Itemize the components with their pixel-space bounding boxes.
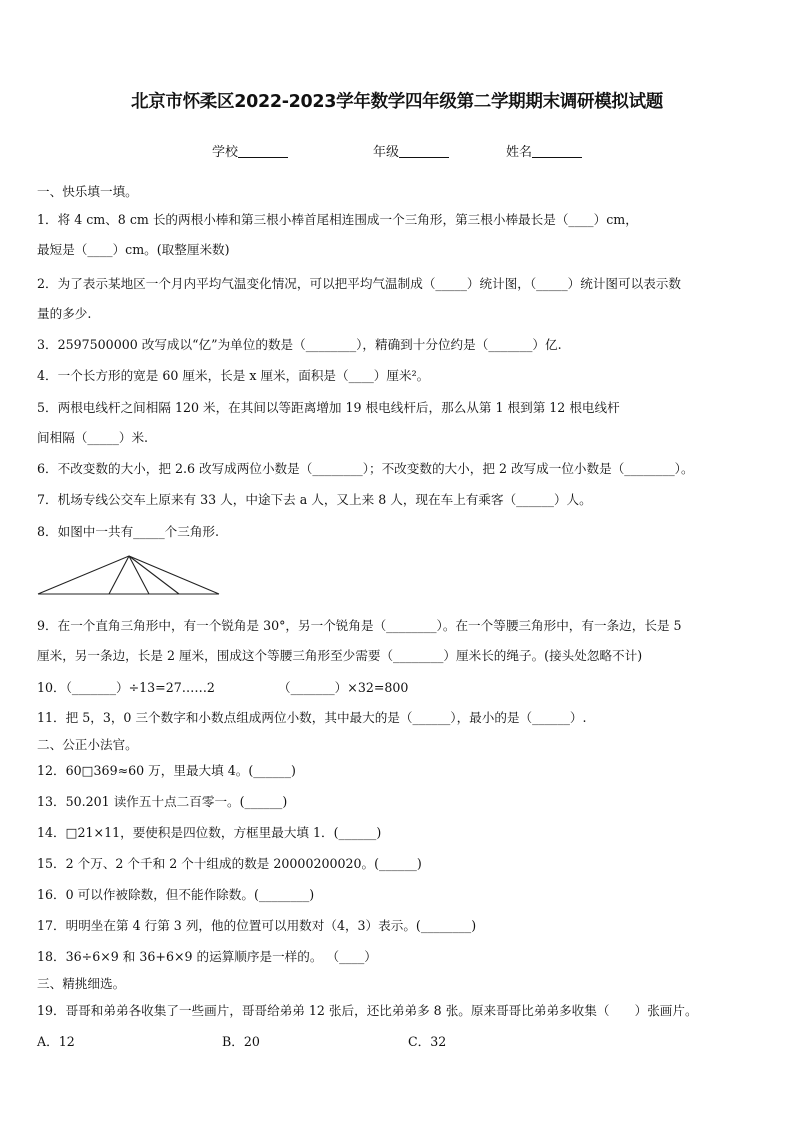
question-12: 12．60□369≈60 万，里最大填 4。(______) <box>37 763 296 778</box>
section-heading-1: 一、快乐填一填。 <box>37 184 138 199</box>
question-8: 8．如图中一共有_____个三角形. <box>37 524 220 539</box>
question-16: 16．0 可以作被除数，但不能作除数。(________) <box>37 887 315 902</box>
figure-inner-line-3 <box>129 556 179 594</box>
question-5-line-1: 5．两根电线杆之间相隔 120 米，在其间以等距离增加 19 根电线杆后，那么从第 1 根到第 12 根电线杆 <box>37 400 620 415</box>
question-10-part-1: 10．（_______）÷13=27……2 <box>37 680 215 695</box>
name-blank <box>532 145 582 158</box>
section-heading-3: 三、精挑细选。 <box>37 976 126 991</box>
option-a: A．12 <box>37 1034 75 1049</box>
figure-inner-line-1 <box>109 556 129 594</box>
question-2-line-2: 量的多少. <box>37 306 92 321</box>
question-1-line-1: 1．将 4 cm、8 cm 长的两根小棒和第三根小棒首尾相连围成一个三角形，第三根小棒最长是（____）cm， <box>37 212 638 227</box>
figure-left-edge <box>38 556 129 594</box>
question-7: 7．机场专线公交车上原来有 33 人，中途下去 a 人，又上来 8 人，现在车上有乘客（______）人。 <box>37 492 592 507</box>
question-1-line-2: 最短是（____）cm。(取整厘米数) <box>37 242 230 257</box>
question-9-line-1: 9．在一个直角三角形中，有一个锐角是 30°，另一个锐角是（________）。在一个等腰三角形中，有一条边，长是 5 <box>37 618 682 633</box>
school-label: 学校 <box>212 145 239 160</box>
question-13: 13．50.201 读作五十点二百零一。(______) <box>37 794 288 809</box>
question-17: 17．明明坐在第 4 行第 3 列，他的位置可以用数对（4，3）表示。(________) <box>37 918 477 933</box>
section-heading-2: 二、公正小法官。 <box>37 737 138 752</box>
question-18: 18．36÷6×9 和 36+6×9 的运算顺序是一样的。 （____） <box>37 949 377 964</box>
question-6: 6．不改变数的大小，把 2.6 改写成两位小数是（________）；不改变数的大小，把 2 改写成一位小数是（________）。 <box>37 461 694 476</box>
question-19: 19．哥哥和弟弟各收集了一些画片，哥哥给弟弟 12 张后，还比弟弟多 8 张。原来哥哥比弟弟多收集（ ）张画片。 <box>37 1003 698 1018</box>
question-15: 15．2 个万、2 个千和 2 个十组成的数是 20000200020。(______) <box>37 856 422 871</box>
question-4: 4．一个长方形的宽是 60 厘米，长是 x 厘米，面积是（____）厘米²。 <box>37 368 430 383</box>
grade-blank <box>399 145 449 158</box>
name-field <box>506 141 582 160</box>
grade-label: 年级 <box>373 145 400 160</box>
page-title: 北京市怀柔区2022-2023学年数学四年级第二学期期末调研模拟试题 <box>131 92 663 112</box>
question-9-line-2: 厘米，另一条边，长是 2 厘米，围成这个等腰三角形至少需要（________）厘米长的绳子。(接头处忽略不计) <box>37 648 643 663</box>
option-c: C．32 <box>408 1034 447 1049</box>
school-blank <box>238 145 288 158</box>
name-label: 姓名 <box>506 145 533 160</box>
question-11: 11．把 5，3，0 三个数字和小数点组成两位小数，其中最大的是（______），最小的是（______）. <box>37 710 587 725</box>
question-14: 14．□21×11，要使积是四位数，方框里最大填 1．(______) <box>37 825 382 840</box>
question-5-line-2: 间相隔（_____）米. <box>37 430 149 445</box>
question-2-line-1: 2．为了表示某地区一个月内平均气温变化情况，可以把平均气温制成（_____）统计图，（_____）统计图可以表示数 <box>37 276 681 291</box>
option-b: B．20 <box>222 1034 260 1049</box>
triangle-figure <box>37 554 221 596</box>
question-3: 3．2597500000 改写成以“亿”为单位的数是（________），精确到十分位约是（_______）亿. <box>37 337 562 352</box>
figure-right-edge <box>129 556 219 594</box>
question-10-part-2: （_______）×32=800 <box>278 680 409 695</box>
grade-field <box>373 141 449 160</box>
school-field <box>212 141 288 160</box>
figure-inner-line-2 <box>129 556 149 594</box>
